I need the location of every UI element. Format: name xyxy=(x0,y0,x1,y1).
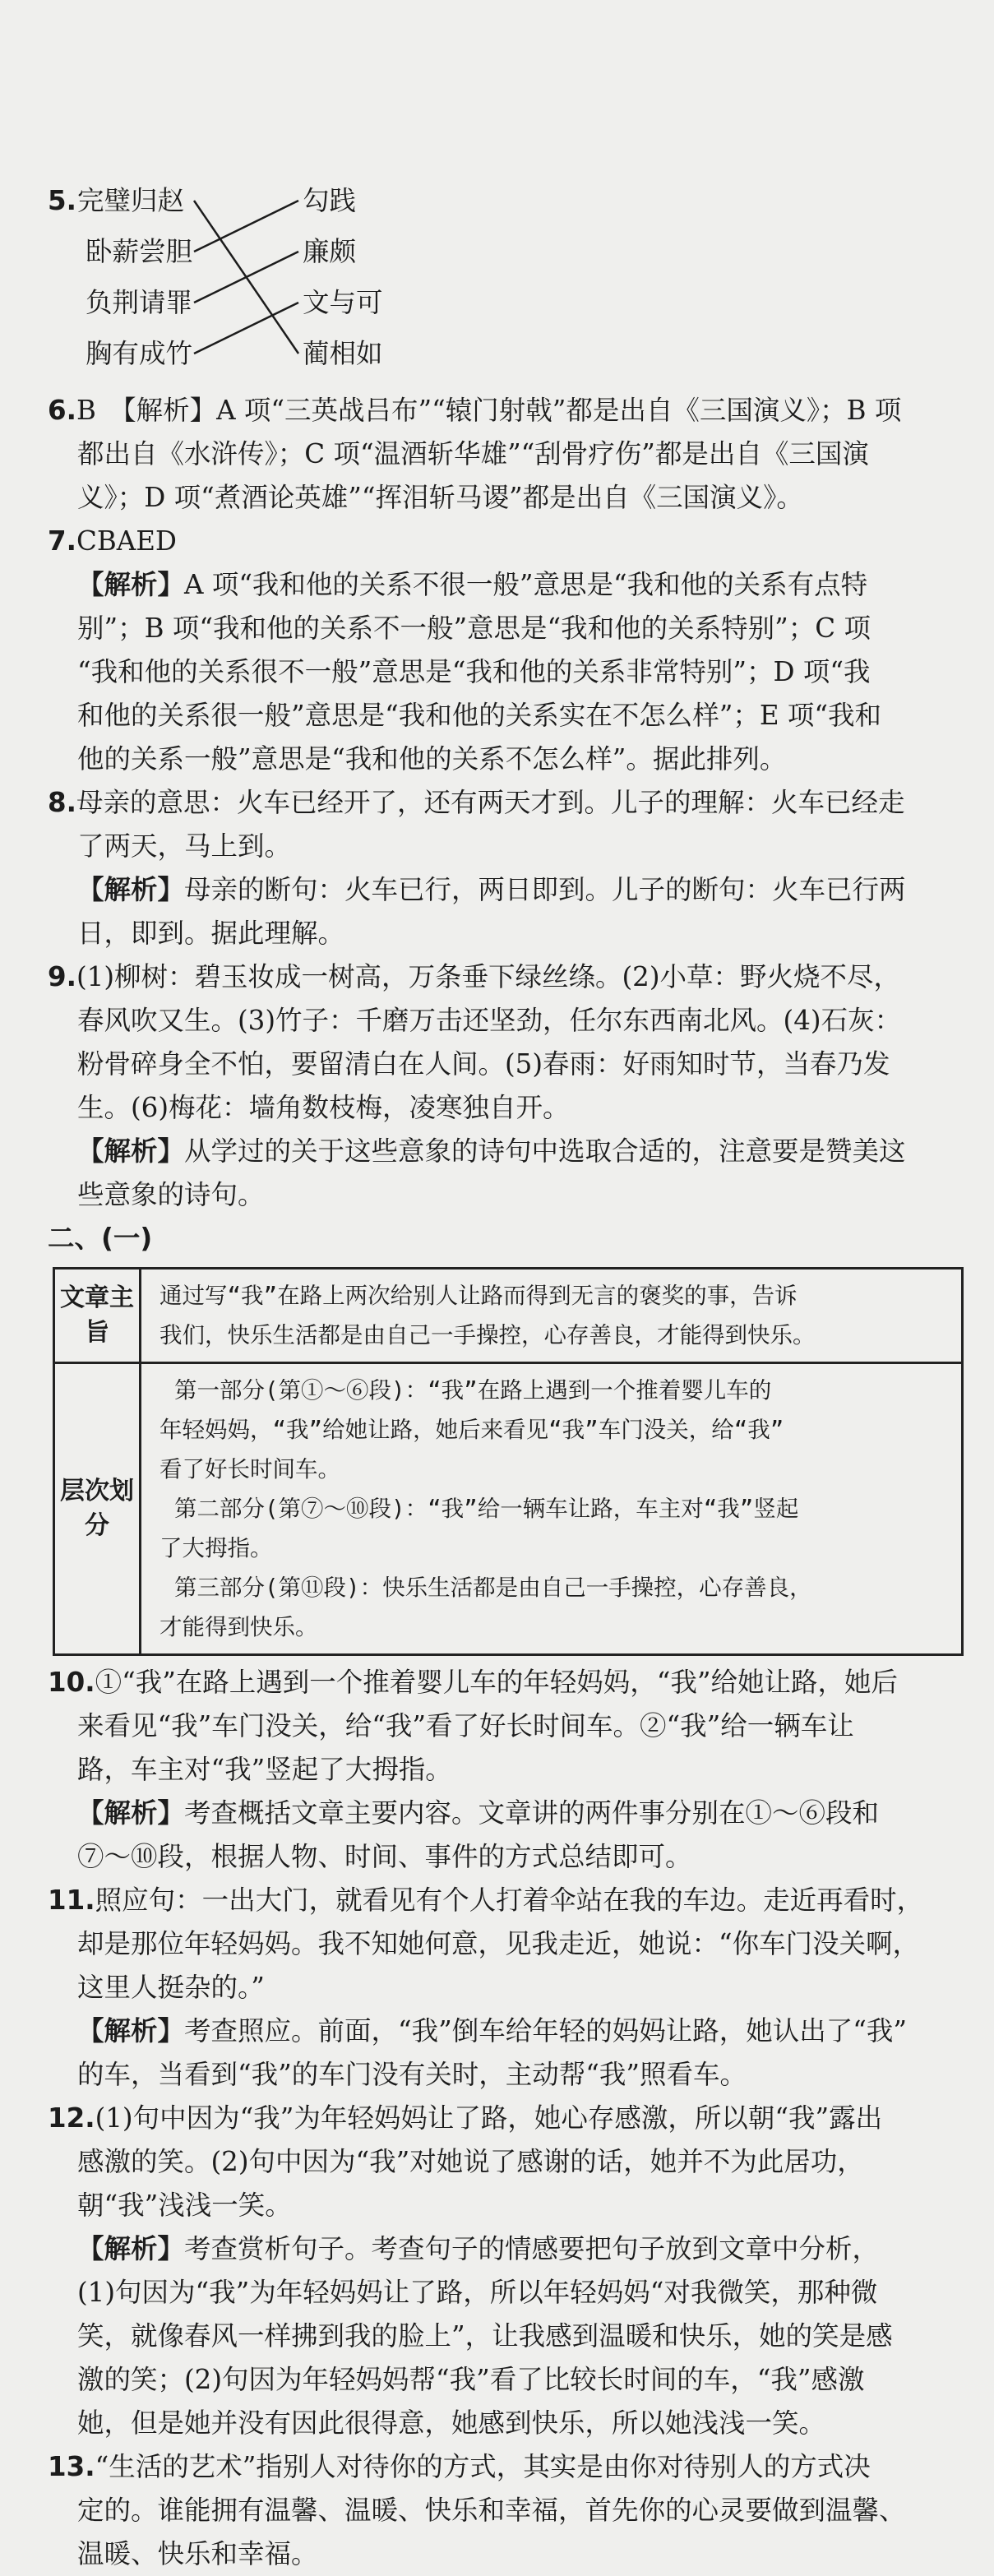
division-line-6: 第三部分(第⑪段)：快乐生活都是由自己一手操控，心存善良， xyxy=(174,1575,812,1601)
q8-line-1 xyxy=(48,781,964,825)
q11-line-3: 这里人挺杂的。” xyxy=(77,1972,265,2003)
q9-line-2: 春风吹又生。(3)竹子：千磨万击还坚劲，任尔东西南北风。(4)石灰： xyxy=(77,1005,902,1036)
q9-line-1 xyxy=(48,955,964,999)
q9-line-5 xyxy=(48,1130,964,1173)
q12-line-4 xyxy=(48,2227,964,2271)
division-line-5: 了大拇指。 xyxy=(160,1535,273,1561)
q5-right-1: 廉颇 xyxy=(303,236,357,267)
q12-line-6: 笑，就像春风一样拂到我的脸上”，让我感到温暖和快乐，她的笑是感 xyxy=(77,2320,893,2352)
q7-line-4: 和他的关系很一般”意思是“我和他的关系实在不怎么样”；E 项“我和 xyxy=(77,700,882,731)
q11-text-4: 考查照应。前面，“我”倒车给年轻的妈妈让路，她认出了“我” xyxy=(184,2015,907,2046)
q5-right-3: 蔺相如 xyxy=(303,338,383,369)
q5-left-3: 胸有成竹 xyxy=(86,338,193,369)
q11-line-5: 的车，当看到“我”的车门没有关时，主动帮“我”照看车。 xyxy=(77,2059,747,2090)
q12-line-5: (1)句因为“我”为年轻妈妈让了路，所以年轻妈妈“对我微笑，那种微 xyxy=(77,2277,878,2308)
q7-analysis-tag: 【解析】 xyxy=(77,569,185,600)
q8-analysis-tag: 【解析】 xyxy=(77,874,185,905)
q10-line-4 xyxy=(48,1792,964,1835)
q10-text-4: 考查概括文章主要内容。文章讲的两件事分别在①～⑥段和 xyxy=(184,1797,880,1829)
q10-text-1: ①“我”在路上遇到一个推着婴儿车的年轻妈妈，“我”给她让路，她后 xyxy=(95,1667,899,1698)
q5-link-line-3 xyxy=(194,303,298,354)
q12-analysis-tag: 【解析】 xyxy=(77,2233,185,2264)
q9-line-3: 粉骨碎身全不怕，要留清白在人间。(5)春雨：好雨知时节，当春乃发 xyxy=(77,1048,890,1080)
q9-text-1: (1)柳树：碧玉妆成一树高，万条垂下绿丝绦。(2)小草：野火烧不尽， xyxy=(76,961,901,992)
division-line-3: 看了好长时间车。 xyxy=(160,1456,340,1482)
division-line-2: 年轻妈妈，“我”给她让路，她后来看见“我”车门没关，给“我” xyxy=(160,1417,784,1443)
q12-number: 12. xyxy=(48,2102,95,2134)
q7-line-3: “我和他的关系很不一般”意思是“我和他的关系非常特别”；D 项“我 xyxy=(77,656,871,687)
q9-line-6: 些意象的诗句。 xyxy=(77,1179,265,1210)
division-line-7: 才能得到快乐。 xyxy=(160,1614,318,1640)
q5-right-0: 勾践 xyxy=(303,185,357,216)
answer-content xyxy=(48,179,964,2576)
q5-connector-lines xyxy=(48,179,393,389)
q7-answer: CBAED xyxy=(76,525,177,557)
q9-line-4: 生。(6)梅花：墙角数枝梅，凌寒独自开。 xyxy=(77,1092,570,1123)
q13-line-1 xyxy=(48,2445,964,2489)
division-row xyxy=(54,1363,963,1655)
q5-left-1: 卧薪尝胆 xyxy=(86,236,193,267)
q6-line-2: 都出自《水浒传》；C 项“温酒斩华雄”“刮骨疗伤”都是出自《三国演 xyxy=(77,438,869,469)
q8-line-3 xyxy=(48,868,964,912)
q9-text-5: 从学过的关于这些意象的诗句中选取合适的，注意要是赞美这 xyxy=(184,1135,906,1167)
q11-line-4 xyxy=(48,2009,964,2053)
q12-line-8: 她，但是她并没有因此很得意，她感到快乐，所以她浅浅一笑。 xyxy=(77,2407,826,2439)
q8-line-2: 了两天，马上到。 xyxy=(77,830,292,862)
q7-line-answer xyxy=(48,520,964,563)
q7-number: 7. xyxy=(48,525,76,557)
q6-line-1 xyxy=(48,389,964,432)
q11-number: 11. xyxy=(48,1885,95,1916)
q7-line-5: 他的关系一般”意思是“我和他的关系不怎么样”。据此排列。 xyxy=(77,743,787,775)
q8-number: 8. xyxy=(48,787,76,818)
q6-number: 6. xyxy=(48,395,76,426)
q7-text-1: A 项“我和他的关系不很一般”意思是“我和他的关系有点特 xyxy=(184,569,868,600)
q10-analysis-tag: 【解析】 xyxy=(77,1797,185,1829)
theme-line-2: 我们，快乐生活都是由自己一手操控，心存善良，才能得到快乐。 xyxy=(160,1322,816,1348)
q13-number: 13. xyxy=(48,2451,95,2482)
q10-line-1 xyxy=(48,1661,964,1704)
q13-line-2: 定的。谁能拥有温馨、温暖、快乐和幸福，首先你的心灵要做到温馨、 xyxy=(77,2495,906,2526)
q7-line-1 xyxy=(48,563,964,607)
q6-text-1: B 【解析】A 项“三英战吕布”“辕门射戟”都是出自《三国演义》；B 项 xyxy=(76,395,902,426)
q5-right-2: 文与可 xyxy=(303,287,383,318)
q11-text-1: 照应句：一出大门，就看见有个人打着伞站在我的车边。走近再看时， xyxy=(95,1885,924,1916)
q5-link-line-1 xyxy=(194,201,298,252)
q12-line-2: 感激的笑。(2)句中因为“我”对她说了感谢的话，她并不为此居功， xyxy=(77,2146,864,2177)
q13-line-3: 温暖、快乐和幸福。 xyxy=(77,2538,318,2569)
q9-number: 9. xyxy=(48,961,76,992)
summary-table xyxy=(53,1267,964,1656)
theme-row xyxy=(54,1269,963,1363)
q11-analysis-tag: 【解析】 xyxy=(77,2015,185,2046)
q12-text-4: 考查赏析句子。考查句子的情感要把句子放到文章中分析， xyxy=(184,2233,880,2264)
q13-text-1: “生活的艺术”指别人对待你的方式，其实是由你对待别人的方式决 xyxy=(95,2451,871,2482)
q10-line-3: 路，车主对“我”竖起了大拇指。 xyxy=(77,1754,452,1785)
q5-left-0: 完璧归赵 xyxy=(77,185,185,216)
q5-left-2: 负荆请罪 xyxy=(86,287,193,318)
q12-line-1 xyxy=(48,2097,964,2140)
q12-text-1: (1)句中因为“我”为年轻妈妈让了路，她心存感激，所以朝“我”露出 xyxy=(95,2102,883,2134)
theme-body xyxy=(141,1269,963,1363)
division-body xyxy=(141,1363,963,1655)
q11-line-1 xyxy=(48,1879,964,1922)
q11-line-2: 却是那位年轻妈妈。我不知她何意，见我走近，她说：“你车门没关啊， xyxy=(77,1928,920,1959)
division-line-4: 第二部分(第⑦～⑩段)：“我”给一辆车让路，车主对“我”竖起 xyxy=(174,1496,799,1522)
q10-number: 10. xyxy=(48,1667,95,1698)
q5-link-line-2 xyxy=(194,252,298,303)
theme-header: 文章主旨 xyxy=(54,1269,141,1363)
q8-text-3: 母亲的断句：火车已行，两日即到。儿子的断句：火车已行两 xyxy=(184,874,906,905)
q5-number: 5. xyxy=(48,185,76,216)
q9-analysis-tag: 【解析】 xyxy=(77,1135,185,1167)
section-heading: 二、(一) xyxy=(48,1223,153,1254)
q10-line-5: ⑦～⑩段，根据人物、时间、事件的方式总结即可。 xyxy=(77,1841,692,1872)
q12-line-7: 激的笑；(2)句因为年轻妈妈帮“我”看了比较长时间的车，“我”感激 xyxy=(77,2364,865,2395)
q12-line-3: 朝“我”浅浅一笑。 xyxy=(77,2190,292,2221)
q8-text-1: 母亲的意思：火车已经开了，还有两天才到。儿子的理解：火车已经走 xyxy=(76,787,905,818)
q6-line-3: 义》；D 项“煮酒论英雄”“挥泪斩马谡”都是出自《三国演义》。 xyxy=(77,482,803,513)
q8-line-4: 日，即到。据此理解。 xyxy=(77,918,345,949)
q5-matching xyxy=(48,179,964,389)
division-line-1: 第一部分(第①～⑥段)：“我”在路上遇到一个推着婴儿车的 xyxy=(174,1377,772,1404)
q7-line-2: 别”；B 项“我和他的关系不一般”意思是“我和他的关系特别”；C 项 xyxy=(77,613,871,644)
division-header: 层次划分 xyxy=(54,1363,141,1655)
q10-line-2: 来看见“我”车门没关，给“我”看了好长时间车。②“我”给一辆车让 xyxy=(77,1710,854,1741)
theme-line-1: 通过写“我”在路上两次给别人让路而得到无言的褒奖的事，告诉 xyxy=(160,1283,798,1309)
